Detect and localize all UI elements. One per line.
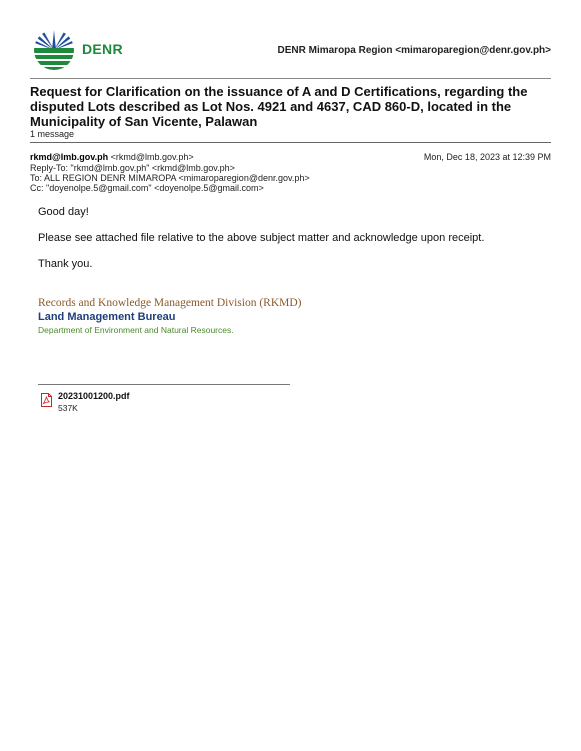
to-line: To: ALL REGION DENR MIMAROPA <mimaroparegion@denr.gov.ph> [30,173,310,183]
message-count: 1 message [30,129,75,139]
cc-line: Cc: "doyenolpe.5@gmail.com" <doyenolpe.5@gmail.com> [30,183,264,193]
sender-name[interactable]: rkmd@lmb.gov.ph [30,152,109,162]
brand-name: DENR [82,41,123,57]
denr-logo [30,28,78,72]
divider [30,78,551,79]
account-label: DENR Mimaropa Region <mimaroparegion@denr.gov.ph> [277,45,551,56]
message-subject: Request for Clarification on the issuance of A and D Certifications, regarding the disputed Lots described as Lot Nos. 4921 and 4637, CAD 860-D, located in the Municipality of San Vicente, Palawan [30,84,528,129]
body-closing: Thank you. [38,258,93,270]
signature-bureau: Land Management Bureau [38,311,176,323]
attachment-name[interactable]: 20231001200.pdf [58,391,130,401]
reply-to-line: Reply-To: "rkmd@lmb.gov.ph" <rkmd@lmb.gov.ph> [30,163,235,173]
sender [30,152,194,162]
signature-department: Department of Environment and Natural Resources. [38,325,234,335]
attachment-size: 537K [58,403,78,413]
message-date: Mon, Dec 18, 2023 at 12:39 PM [423,152,551,162]
divider [30,142,551,143]
signature-division: Records and Knowledge Management Division (RKMD) [38,297,302,309]
sender-address: <rkmd@lmb.gov.ph> [110,152,194,162]
attachment-divider [38,384,290,385]
body-greeting: Good day! [38,206,89,218]
body-paragraph: Please see attached file relative to the above subject matter and acknowledge upon receipt. [38,232,485,244]
pdf-icon[interactable] [41,393,52,407]
